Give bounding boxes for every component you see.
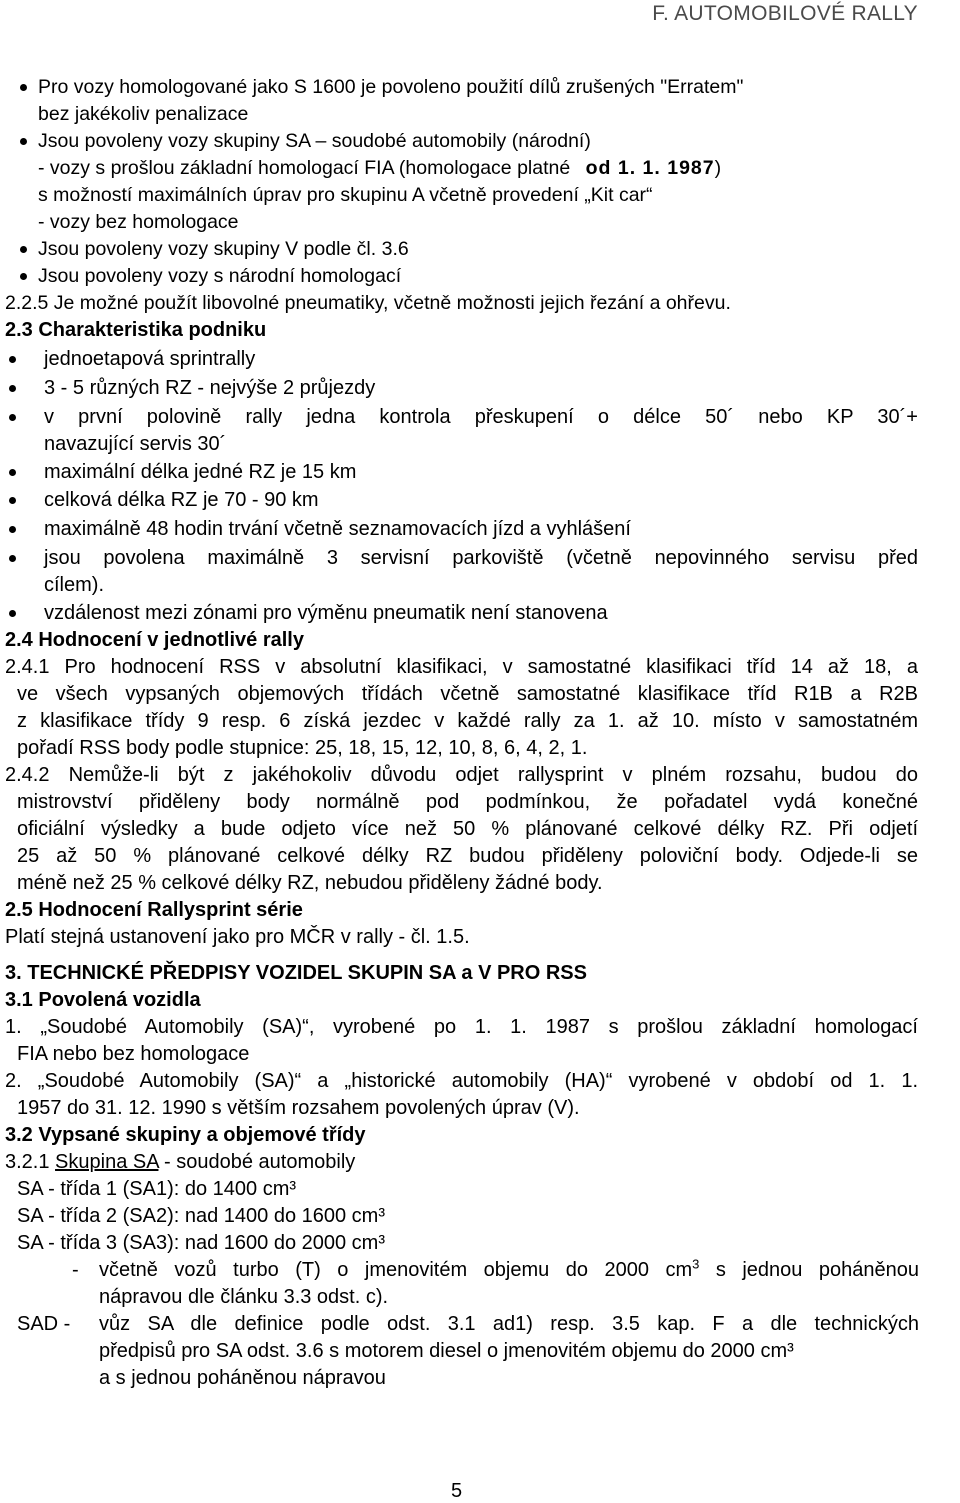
superscript: 3 (692, 1256, 700, 1272)
page-header: F. AUTOMOBILOVÉ RALLY (652, 2, 918, 25)
dash-item: - vozy bez homologace (38, 211, 239, 233)
paren: ) (714, 157, 722, 179)
turbo-text-post: s jednou poháněnou (699, 1259, 919, 1281)
class-line: SA - třída 2 (SA2): nad 1400 do 1600 cm³ (17, 1205, 385, 1227)
paragraph-line: oficiální výsledky a bude odjeto více než 50 % plánované celkové délky RZ. Při odjetí (17, 818, 918, 840)
sad-line: předpisů pro SA odst. 3.6 s motorem diesel o jmenovitém objemu do 2000 cm³ (99, 1340, 794, 1362)
subsection-desc: - soudobé automobily (158, 1151, 356, 1173)
paragraph-line: 1957 do 31. 12. 1990 s větším rozsahem povolených úprav (V). (17, 1097, 580, 1119)
page-number: 5 (451, 1480, 463, 1502)
turbo-text: včetně vozů turbo (T) o jmenovitém objemu do 2000 cm (99, 1259, 693, 1281)
bullet-text: Jsou povoleny vozy skupiny SA – soudobé automobily (národní) (38, 130, 591, 152)
sad-line: vůz SA dle definice podle odst. 3.1 ad1) resp. 3.5 kap. F a dle technických (99, 1313, 919, 1335)
subsection-title: Skupina SA (55, 1151, 159, 1173)
list-item: celková délka RZ je 70 - 90 km (44, 489, 319, 511)
paragraph-line: 25 až 50 % plánované celkové délky RZ budou přiděleny poloviční body. Odjede-li se (17, 845, 918, 867)
bullet-icon (20, 273, 27, 280)
bullet-icon (20, 84, 27, 91)
bullet-icon (9, 526, 16, 533)
section-2-4-heading: 2.4 Hodnocení v jednotlivé rally (5, 629, 304, 651)
paragraph-line: FIA nebo bez homologace (17, 1043, 250, 1065)
bullet-icon (9, 469, 16, 476)
bullet-icon (20, 246, 27, 253)
class-line: SA - třída 1 (SA1): do 1400 cm³ (17, 1178, 297, 1200)
paragraph-line: z klasifikace třídy 9 resp. 6 získá jezdec v každé rally za 1. až 10. místo v samostatném (17, 710, 918, 732)
bullet-icon (9, 610, 16, 617)
date-bold: od 1. 1. 1987 (585, 157, 715, 179)
bullet-icon (9, 356, 16, 363)
bullet-icon (20, 138, 27, 145)
bullet-text: Jsou povoleny vozy skupiny V podle čl. 3.6 (38, 238, 409, 260)
paragraph-line: 1. „Soudobé Automobily (SA)“, vyrobené po 1. 1. 1987 s prošlou základní homologací (5, 1016, 918, 1038)
list-item: maximální délka jedné RZ je 15 km (44, 461, 357, 483)
dash-item (38, 155, 721, 182)
subsection-number: 3.2.1 (5, 1151, 50, 1173)
class-line: SA - třída 3 (SA3): nad 1600 do 2000 cm³ (17, 1232, 385, 1254)
subsection-3-2-1 (5, 1149, 355, 1176)
bullet-text: Pro vozy homologované jako S 1600 je povoleno použití dílů zrušených "Erratem" (38, 76, 744, 98)
bullet-icon (9, 385, 16, 392)
paragraph-line: ve všech vypsaných objemových třídách včetně samostatné klasifikace tříd R1B a R2B (17, 683, 918, 705)
bullet-icon (9, 497, 16, 504)
dash-item-text: - vozy s prošlou základní homologací FIA (homologace platné (38, 157, 571, 179)
dash: - (72, 1259, 79, 1281)
paragraph-line: 2. „Soudobé Automobily (SA)“ a „historické automobily (HA)“ vyrobené v období od 1. 1. (5, 1070, 918, 1092)
bullet-icon (9, 414, 16, 421)
list-item: 3 - 5 různých RZ - nejvýše 2 průjezdy (44, 377, 376, 399)
sad-line: a s jednou poháněnou nápravou (99, 1367, 386, 1389)
sad-label: SAD - (17, 1313, 71, 1335)
section-3-1-heading: 3.1 Povolená vozidla (5, 989, 201, 1011)
turbo-line (99, 1257, 919, 1284)
paragraph-line: pořadí RSS body podle stupnice: 25, 18, 15, 12, 10, 8, 6, 4, 2, 1. (17, 737, 588, 759)
list-item: vzdálenost mezi zónami pro výměnu pneumatik není stanovena (44, 602, 608, 624)
turbo-line-cont: nápravou dle článku 3.3 odst. c). (99, 1286, 389, 1308)
list-item-cont: navazující servis 30´ (44, 433, 227, 455)
list-item-cont: cílem). (44, 574, 104, 596)
section-2-2-5: 2.2.5 Je možné použít libovolné pneumatiky, včetně možnosti jejich řezání a ohřevu. (5, 292, 731, 314)
paragraph-line: mistrovství přiděleny body normálně pod podmínkou, že pořadatel vydá konečné (17, 791, 918, 813)
section-2-3-heading: 2.3 Charakteristika podniku (5, 319, 267, 341)
dash-item-cont: s možností maximálních úprav pro skupinu A včetně provedení „Kit car“ (38, 184, 653, 206)
paragraph-line: méně než 25 % celkové délky RZ, nebudou přiděleny žádné body. (17, 872, 603, 894)
section-3-heading: 3. TECHNICKÉ PŘEDPISY VOZIDEL SKUPIN SA a V PRO RSS (5, 962, 587, 984)
section-3-2-heading: 3.2 Vypsané skupiny a objemové třídy (5, 1124, 366, 1146)
bullet-text-cont: bez jakékoliv penalizace (38, 103, 249, 125)
list-item: maximálně 48 hodin trvání včetně seznamovacích jízd a vyhlášení (44, 518, 631, 540)
paragraph-line: Platí stejná ustanovení jako pro MČR v rally - čl. 1.5. (5, 926, 470, 948)
bullet-icon (9, 555, 16, 562)
list-item: jednoetapová sprintrally (44, 348, 256, 370)
paragraph-line: 2.4.2 Nemůže-li být z jakéhokoliv důvodu odjet rallysprint v plném rozsahu, budou do (5, 764, 918, 786)
paragraph-line: 2.4.1 Pro hodnocení RSS v absolutní klasifikaci, v samostatné klasifikaci tříd 14 až 18, a (5, 656, 918, 678)
bullet-text: Jsou povoleny vozy s národní homologací (38, 265, 402, 287)
list-item: v první polovině rally jedna kontrola přeskupení o délce 50´ nebo KP 30´+ (44, 406, 918, 428)
list-item: jsou povolena maximálně 3 servisní parkoviště (včetně nepovinného servisu před (44, 547, 918, 569)
section-2-5-heading: 2.5 Hodnocení Rallysprint série (5, 899, 303, 921)
